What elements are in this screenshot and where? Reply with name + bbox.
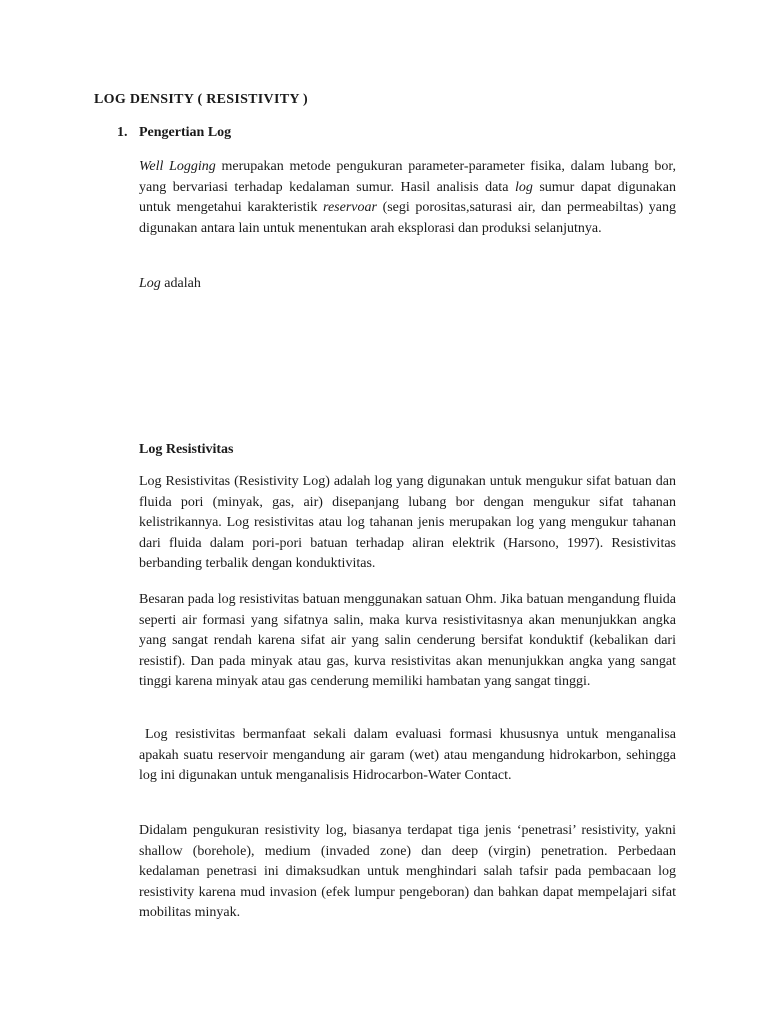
- resistivitas-paragraph-2: Besaran pada log resistivitas batuan menggunakan satuan Ohm. Jika batuan mengandung fluida seperti air formasi yang sifatnya salin, maka kurva resistivitasnya akan menunjukkan angka yang sangat rendah karena sifat air yang salin cenderung bersifat konduktif (kebalikan dari resistif). Dan pada minyak atau gas, kurva resistivitas akan menunjukkan angka yang sangat tinggi karena minyak atau gas cenderung memiliki hambatan yang sangat tinggi.: [139, 592, 676, 690]
- intro-text-3: (segi porositas,saturasi air, dan permeabiltas) yang digunakan antara lain untuk menentukan arah eksplorasi dan produksi selanjutnya.: [139, 200, 676, 236]
- section-number: 1.: [117, 125, 128, 140]
- resistivitas-paragraph-1: Log Resistivitas (Resistivity Log) adalah log yang digunakan untuk mengukur sifat batuan dan fluida pori (minyak, gas, air) disepanjang lubang bor dengan mengukur sifat tahanan kelistrikannya. Log resistivitas atau log tahanan jenis merupakan log yang mengukur tahanan dari fluida dalam pori-pori batuan terhadap aliran elektrik (Harsono, 1997). Resistivitas berbanding terbalik dengan konduktivitas.: [139, 474, 676, 572]
- resistivitas-paragraph-4: Didalam pengukuran resistivity log, biasanya terdapat tiga jenis ‘penetrasi’ resistivity, yakni shallow (borehole), medium (invaded zone) dan deep (virgin) penetration. Perbedaan kedalaman penetrasi ini dimaksudkan untuk menghindari salah tafsir pada pembacaan log resistivity karena mud invasion (efek lumpur pengeboran) dan bahkan dapat mempelajari sifat mobilitas minyak.: [139, 823, 676, 921]
- resistivitas-paragraph-3: Log resistivitas bermanfaat sekali dalam evaluasi formasi khususnya untuk menganalisa apakah suatu reservoir mengandung air garam (wet) atau mengandung hidrokarbon, sehingga log ini digunakan untuk menganalisis Hidrocarbon-Water Contact.: [139, 727, 676, 784]
- document-title: LOG DENSITY ( RESISTIVITY ): [94, 92, 309, 107]
- section-heading-text: Pengertian Log: [139, 125, 232, 140]
- intro-paragraph: [139, 157, 676, 239]
- term-log: log: [514, 179, 533, 195]
- section-heading-pengertian-log: [117, 125, 231, 141]
- log-adalah-line: [139, 274, 676, 295]
- term-well-logging: Well Logging: [139, 159, 216, 174]
- log-adalah-text: adalah: [160, 276, 201, 291]
- intro-text-2: sumur dapat digunakan untuk mengetahui karakteristik: [139, 179, 677, 216]
- term-reservoar: reservoar: [323, 200, 377, 216]
- intro-text-1: merupakan metode pengukuran parameter-parameter fisika, dalam lubang bor, yang bervariasi terhadap kedalaman sumur. Hasil analisis data: [139, 159, 677, 195]
- subheading-log-resistivitas: Log Resistivitas: [139, 442, 234, 457]
- term-log-adalah: Log: [139, 276, 161, 291]
